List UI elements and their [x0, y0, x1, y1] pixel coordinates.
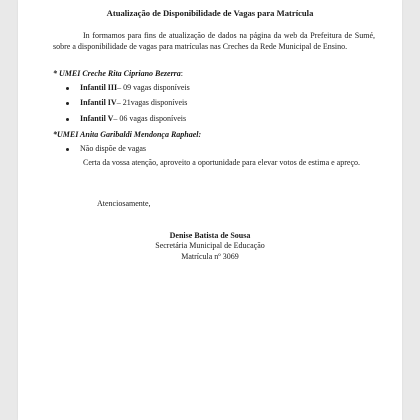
signature-registration: Matrícula nº 3069: [181, 252, 239, 261]
list-item: [66, 83, 190, 93]
greeting: Atenciosamente,: [97, 199, 151, 208]
vacancy-text: – 21vagas disponíveis: [116, 98, 188, 107]
school-colon: :: [180, 69, 184, 78]
signature-role: Secretária Municipal de Educação: [155, 241, 265, 250]
document-title: Atualização de Disponibilidade de Vagas para Matrícula: [106, 8, 314, 18]
vacancy-text: – 09 vagas disponíveis: [117, 83, 190, 92]
class-label: Infantil IV: [80, 98, 117, 107]
list-item: [66, 98, 187, 108]
list-item: [66, 114, 186, 124]
class-label: Infantil V: [80, 114, 114, 123]
bullet-icon: [66, 148, 69, 151]
school-name: *UMEI Anita Garibaldi Mendonça Raphael:: [53, 130, 202, 139]
vacancy-text: Não dispõe de vagas: [80, 144, 146, 153]
document-page: [18, 0, 402, 420]
bullet-icon: [66, 102, 69, 105]
bullet-icon: [66, 87, 69, 90]
class-label: Infantil III: [80, 83, 118, 92]
section-heading-anita-garibaldi: [53, 130, 201, 141]
section-heading-rita-cipriano: [53, 69, 183, 80]
list-item: [66, 144, 146, 154]
closing-paragraph: Certa da vossa atenção, aproveito a oportunidade para elevar votos de estima e apreço.: [83, 158, 360, 167]
signature-name: Denise Batista de Sousa: [169, 231, 251, 240]
bullet-icon: [66, 118, 69, 121]
school-name: * UMEI Creche Rita Cipriano Bezerra: [53, 69, 181, 78]
vacancy-text: – 06 vagas disponíveis: [113, 114, 187, 123]
intro-paragraph: In formamos para fins de atualização de dados na página da web da Prefeitura de Sumé, sobre a disponibilidade de vagas para matrículas nas Creches da Rede Municipal de Ensino.: [53, 31, 375, 51]
